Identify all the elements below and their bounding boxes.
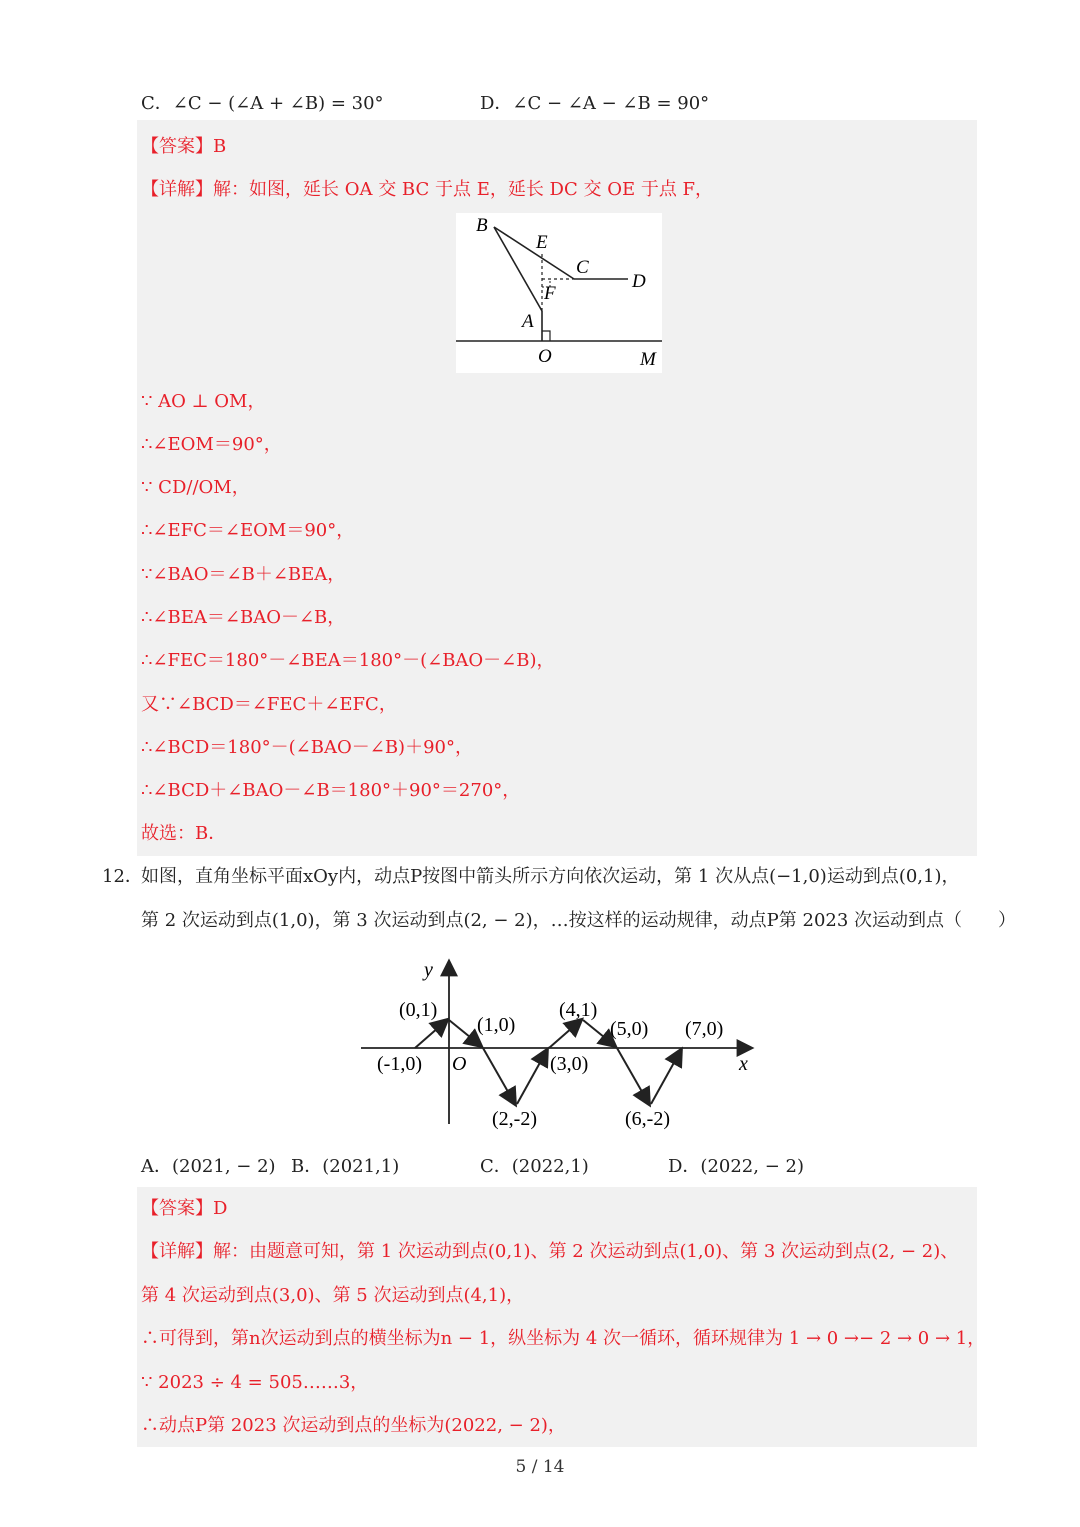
step-4: ∴∠EFC＝∠EOM＝90°， <box>141 520 355 541</box>
label-p41: (4,1) <box>559 999 598 1021</box>
step-2: ∴∠EOM＝90°， <box>141 434 282 455</box>
step-9: ∴∠BCD＝180°－(∠BAO－∠B)＋90°， <box>141 737 473 758</box>
option-d: D．(2022, − 2) <box>668 1156 804 1177</box>
move-4 <box>517 1050 547 1104</box>
coordinate-figure-12 <box>361 954 758 1132</box>
label-b: B <box>476 215 488 236</box>
label-p01: (0,1) <box>399 999 438 1021</box>
geometry-figure-svg <box>456 213 662 373</box>
move-3 <box>483 1048 515 1104</box>
label-p50: (5,0) <box>610 1018 649 1040</box>
detail-line-12-3: ∴可得到，第n次运动到点的横坐标为n − 1，纵坐标为 4 次一循环，循环规律为 1 → 0 →− 2 → 0 → 1， <box>141 1328 986 1349</box>
segment-bc <box>494 227 574 279</box>
move-1 <box>415 1020 447 1048</box>
label-e: E <box>536 232 548 253</box>
detail-line-12-1 <box>141 1239 958 1265</box>
label-a: A <box>522 311 534 332</box>
detail-line-12-2: 第 4 次运动到点(3,0)、第 5 次运动到点(4,1)， <box>141 1285 525 1306</box>
step-11: 故选：B． <box>141 823 227 844</box>
label-o: O <box>538 346 552 367</box>
question-12-stem-line2: 第 2 次运动到点(1,0)，第 3 次运动到点(2, − 2)，…按这样的运动规律，动点P第 2023 次运动到点（ ） <box>141 910 1017 931</box>
answer-value: D <box>213 1198 228 1219</box>
label-x: x <box>739 1053 748 1075</box>
answer-tag: 【答案】 <box>141 136 213 157</box>
page-number: 5 / 14 <box>515 1457 565 1477</box>
label-p2m2: (2,-2) <box>492 1108 537 1130</box>
detail-tag: 【详解】 <box>141 179 213 200</box>
right-angle-mark-o <box>542 331 550 341</box>
detail-intro-text: 解：如图，延长 OA 交 BC 于点 E，延长 DC 交 OE 于点 F， <box>213 179 714 200</box>
answer-value: B <box>213 136 227 157</box>
move-7 <box>617 1048 649 1104</box>
label-p6m2: (6,-2) <box>625 1108 670 1130</box>
step-8: 又∵∠BCD＝∠FEC＋∠EFC， <box>141 694 397 715</box>
step-10: ∴∠BCD＋∠BAO－∠B＝180°＋90°＝270°， <box>141 780 521 801</box>
label-p30: (3,0) <box>550 1053 589 1075</box>
step-7: ∴∠FEC＝180°－∠BEA＝180°－(∠BAO－∠B)， <box>141 650 555 671</box>
label-p70: (7,0) <box>685 1018 724 1040</box>
segment-ab <box>494 227 542 311</box>
step-1: ∵ AO ⊥ OM， <box>141 391 266 412</box>
move-8 <box>651 1050 681 1104</box>
option-c: C．∠C − (∠A + ∠B) = 30° <box>141 93 384 114</box>
option-b: B．(2021,1) <box>291 1156 400 1177</box>
label-y: y <box>424 959 433 981</box>
step-5: ∵∠BAO＝∠B＋∠BEA， <box>141 564 346 585</box>
answer-line-12 <box>141 1196 227 1222</box>
label-p10: (1,0) <box>477 1014 516 1036</box>
option-d: D．∠C − ∠A − ∠B = 90° <box>480 93 710 114</box>
option-c: C．(2022,1) <box>480 1156 589 1177</box>
answer-line-11 <box>141 134 226 160</box>
detail-tag: 【详解】 <box>141 1241 213 1262</box>
detail-intro-11 <box>141 177 713 203</box>
label-d: D <box>632 271 646 292</box>
question-12-stem-line1: 如图，直角坐标平面xOy内，动点P按图中箭头所示方向依次运动，第 1 次从点(−1,0)运动到点(0,1)， <box>141 866 960 887</box>
label-c: C <box>576 257 589 278</box>
label-f: F <box>544 283 556 304</box>
geometry-figure-11 <box>456 213 662 373</box>
answer-tag: 【答案】 <box>141 1198 213 1219</box>
answer-block-12 <box>137 1187 977 1447</box>
label-pm10: (-1,0) <box>377 1053 422 1075</box>
detail-text-1: 解：由题意可知，第 1 次运动到点(0,1)、第 2 次运动到点(1,0)、第 3 次运动到点(2, − 2)、 <box>213 1241 959 1262</box>
step-6: ∴∠BEA＝∠BAO－∠B， <box>141 607 346 628</box>
move-5 <box>549 1020 581 1048</box>
detail-line-12-5: ∴动点P第 2023 次运动到点的坐标为(2022, − 2)， <box>141 1415 566 1436</box>
label-origin: O <box>452 1053 467 1075</box>
coordinate-figure-svg <box>361 954 758 1132</box>
detail-line-12-4: ∵ 2023 ÷ 4 = 505……3， <box>141 1372 369 1393</box>
label-m: M <box>640 349 656 370</box>
option-a: A．(2021, − 2) <box>141 1156 276 1177</box>
question-12-number: 12． <box>102 866 143 887</box>
step-3: ∵ CD//OM， <box>141 477 250 498</box>
